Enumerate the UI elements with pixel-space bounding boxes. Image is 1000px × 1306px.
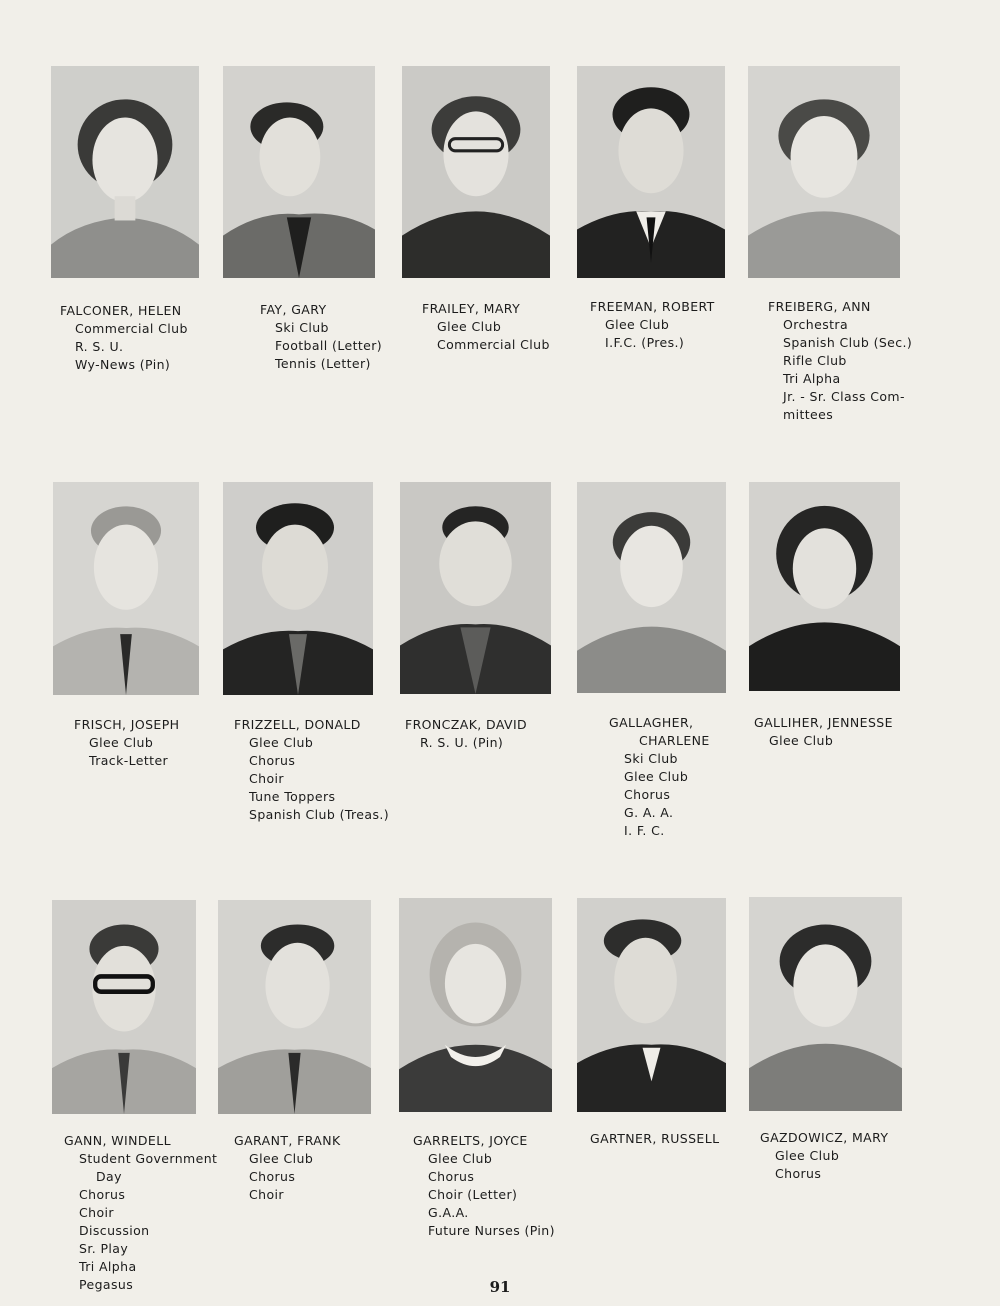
student-portrait-gann-windell (52, 900, 196, 1114)
caption-frailey-mary (422, 300, 550, 354)
activity: Jr. - Sr. Class Com- (783, 389, 905, 404)
activity: Chorus (624, 787, 671, 802)
activity: Glee Club (437, 319, 502, 334)
caption-fronczak-david (405, 716, 527, 752)
activity: Tri Alpha (783, 371, 841, 386)
student-name: FRIZZELL, DONALD (234, 717, 361, 732)
student-name: FREEMAN, ROBERT (590, 299, 715, 314)
activity: Chorus (249, 1169, 296, 1184)
student-portrait-frailey-mary (402, 66, 550, 278)
caption-gann-windell (64, 1132, 217, 1294)
student-name: FRISCH, JOSEPH (74, 717, 180, 732)
student-name: GALLAGHER, (609, 715, 694, 730)
caption-freeman-robert (590, 298, 715, 352)
activity: G. A. A. (624, 805, 674, 820)
activity: Pegasus (79, 1277, 134, 1292)
student-name: GARRELTS, JOYCE (413, 1133, 528, 1148)
activity: Future Nurses (Pin) (428, 1223, 555, 1238)
activity: Commercial Club (75, 321, 188, 336)
student-portrait-frisch-joseph (53, 482, 199, 695)
student-portrait-garrelts-joyce (399, 898, 552, 1112)
activity: Chorus (79, 1187, 126, 1202)
activity: I. F. C. (624, 823, 665, 838)
caption-garrelts-joyce (413, 1132, 555, 1240)
activity: Tune Toppers (249, 789, 336, 804)
activity: Choir (79, 1205, 114, 1220)
activity: Track-Letter (89, 753, 169, 768)
activity: Chorus (428, 1169, 475, 1184)
activity: Tri Alpha (79, 1259, 137, 1274)
caption-garant-frank (234, 1132, 341, 1204)
student-portrait-falconer-helen (51, 66, 199, 278)
activity: Choir (Letter) (428, 1187, 518, 1202)
activity: Glee Club (89, 735, 154, 750)
student-portrait-fay-gary (223, 66, 375, 278)
caption-fay-gary (260, 301, 382, 373)
student-portrait-garant-frank (218, 900, 371, 1114)
activity: Glee Club (428, 1151, 493, 1166)
caption-gartner-russell (590, 1130, 719, 1148)
caption-frisch-joseph (74, 716, 179, 770)
activity: Spanish Club (Treas.) (249, 807, 390, 822)
student-portrait-freiberg-ann (748, 66, 900, 278)
activity: Glee Club (775, 1148, 840, 1163)
caption-gazdowicz-mary (760, 1129, 888, 1183)
activity: R. S. U. (75, 339, 124, 354)
caption-freiberg-ann (768, 298, 912, 424)
activity-continued: Day (96, 1169, 122, 1184)
activity: Discussion (79, 1223, 150, 1238)
student-name: GARTNER, RUSSELL (590, 1131, 720, 1146)
student-portrait-gartner-russell (577, 898, 726, 1112)
activity: Chorus (775, 1166, 822, 1181)
activity: Ski Club (624, 751, 678, 766)
activity: Choir (249, 1187, 284, 1202)
activity: mittees (783, 407, 834, 422)
activity: Student Government (79, 1151, 218, 1166)
activity: Tennis (Letter) (275, 356, 371, 371)
student-portrait-galliher-jennesse (749, 482, 900, 691)
activity: G.A.A. (428, 1205, 469, 1220)
activity: Spanish Club (Sec.) (783, 335, 913, 350)
student-name: FREIBERG, ANN (768, 299, 871, 314)
activity: Glee Club (249, 735, 314, 750)
student-name: GAZDOWICZ, MARY (760, 1130, 889, 1145)
student-portrait-fronczak-david (400, 482, 551, 694)
activity: Rifle Club (783, 353, 847, 368)
caption-frizzell-donald (234, 716, 389, 824)
activity: Wy-News (Pin) (75, 357, 171, 372)
activity: Ski Club (275, 320, 329, 335)
student-name: GANN, WINDELL (64, 1133, 171, 1148)
student-portrait-frizzell-donald (223, 482, 373, 695)
activity: R. S. U. (Pin) (420, 735, 504, 750)
caption-galliher-jennesse (754, 714, 893, 750)
activity: Football (Letter) (275, 338, 383, 353)
activity: Commercial Club (437, 337, 550, 352)
activity: Sr. Play (79, 1241, 129, 1256)
activity: Glee Club (249, 1151, 314, 1166)
student-name-continued: CHARLENE (639, 733, 710, 748)
activity: Glee Club (624, 769, 689, 784)
student-name: GALLIHER, JENNESSE (754, 715, 893, 730)
student-portrait-gallagher-charlene (577, 482, 726, 693)
activity: Glee Club (605, 317, 670, 332)
activity: Glee Club (769, 733, 834, 748)
activity: I.F.C. (Pres.) (605, 335, 685, 350)
caption-falconer-helen (60, 302, 188, 374)
student-name: GARANT, FRANK (234, 1133, 341, 1148)
page-number: 91 (489, 1278, 511, 1296)
student-name: FRONCZAK, DAVID (405, 717, 528, 732)
activity: Orchestra (783, 317, 849, 332)
activity: Chorus (249, 753, 296, 768)
student-name: FALCONER, HELEN (60, 303, 182, 318)
student-portrait-gazdowicz-mary (749, 897, 902, 1111)
student-name: FRAILEY, MARY (422, 301, 521, 316)
student-portrait-freeman-robert (577, 66, 725, 278)
caption-gallagher-charlene (609, 714, 710, 840)
student-name: FAY, GARY (260, 302, 327, 317)
activity: Choir (249, 771, 284, 786)
